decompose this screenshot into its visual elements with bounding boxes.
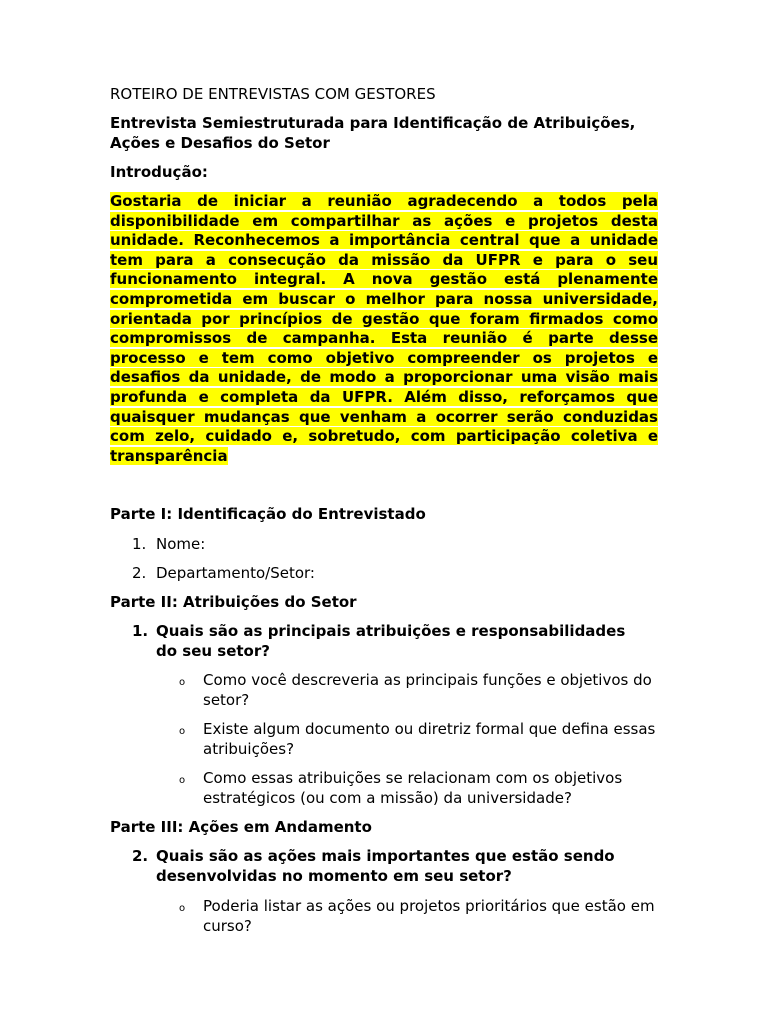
intro-heading: Introdução: <box>110 163 208 181</box>
intro-paragraph <box>110 192 658 466</box>
part2-heading: Parte II: Atribuições do Setor <box>110 593 357 611</box>
document-subtitle: Entrevista Semiestruturada para Identificação de Atribuições, Ações e Desafios do Setor <box>110 114 636 152</box>
part1-item-1-number: 1. <box>132 535 147 553</box>
bullet-icon: o <box>179 775 186 786</box>
part2-question-number: 1. <box>132 622 149 640</box>
part2-bullet-3: Como essas atribuições se relacionam com os objetivos estratégicos (ou com a missão) da universidade? <box>203 769 623 807</box>
part3-question-text: Quais são as ações mais importantes que estão sendo desenvolvidas no momento em seu setor? <box>156 847 615 885</box>
part3-heading: Parte III: Ações em Andamento <box>110 818 372 836</box>
bullet-icon: o <box>179 677 186 688</box>
part2-question-text: Quais são as principais atribuições e responsabilidades do seu setor? <box>156 622 626 660</box>
part1-item-2-text: Departamento/Setor: <box>156 564 315 582</box>
bullet-icon: o <box>179 903 186 914</box>
part1-item-1-text: Nome: <box>156 535 206 553</box>
part1-item-2-number: 2. <box>132 564 147 582</box>
part1-heading: Parte I: Identificação do Entrevistado <box>110 505 426 523</box>
document-title: ROTEIRO DE ENTREVISTAS COM GESTORES <box>110 85 436 103</box>
part3-question-number: 2. <box>132 847 149 865</box>
part2-bullet-1: Como você descreveria as principais funções e objetivos do setor? <box>203 671 652 709</box>
bullet-icon: o <box>179 726 186 737</box>
part2-bullet-2: Existe algum documento ou diretriz formal que defina essas atribuições? <box>203 720 656 758</box>
part3-bullet-1: Poderia listar as ações ou projetos prioritários que estão em curso? <box>203 897 655 935</box>
intro-highlighted-text: Gostaria de iniciar a reunião agradecendo a todos pela disponibilidade em compartilhar as ações e projetos desta unidade. Reconhecemos a importância central que a unidade tem para a consecução da missão da UFPR e para o seu funcionamento integral. A nova gestão está plenamente comprometida em buscar o melhor para nossa universidade, orientada por princípios de gestão que foram firmados como compromissos de campanha. Esta reunião é parte desse processo e tem como objetivo compreender os projetos e desafios da unidade, de modo a proporcionar uma visão mais profunda e completa da UFPR. Além disso, reforçamos que quaisquer mudanças que venham a ocorrer serão conduzidas com zelo, cuidado e, sobretudo, com participação coletiva e transparência <box>110 192 658 465</box>
